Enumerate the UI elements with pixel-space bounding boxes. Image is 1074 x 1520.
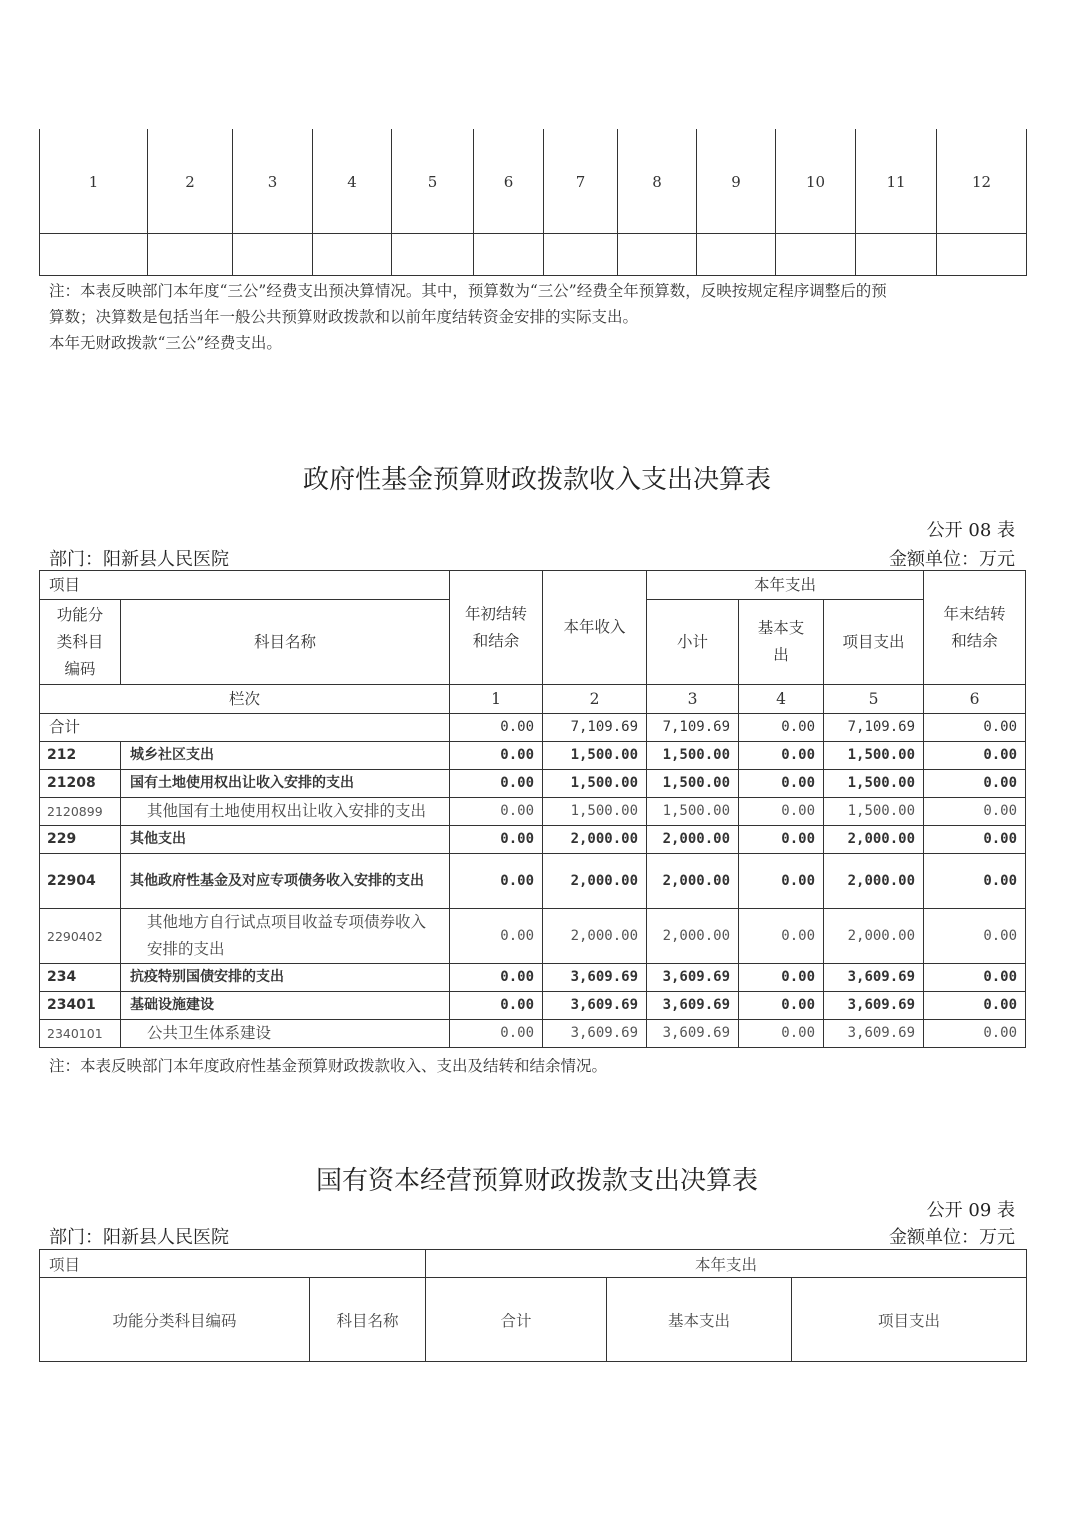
row-value: 2,000.00: [543, 826, 647, 854]
total-value: 0.00: [739, 714, 824, 742]
col-number: 5: [824, 685, 924, 714]
col-number: 5: [392, 130, 474, 234]
header-name: 科目名称: [121, 600, 450, 685]
row-value: 0.00: [739, 770, 824, 798]
header-carry-end: 年末结转 和结余: [924, 571, 1026, 685]
row-value: 0.00: [739, 742, 824, 770]
header-row-1: [40, 571, 1026, 600]
header-basic: 基本支出: [607, 1278, 792, 1362]
col-number: 8: [618, 130, 697, 234]
col-number: 4: [739, 685, 824, 714]
row-value: 1,500.00: [647, 742, 739, 770]
row-value: 2,000.00: [543, 909, 647, 964]
column-number-row: [40, 130, 1027, 234]
row-value: 2,000.00: [543, 854, 647, 909]
row-value: 1,500.00: [543, 798, 647, 826]
col-number: 3: [233, 130, 313, 234]
col-number: 2: [148, 130, 233, 234]
row-value: 3,609.69: [824, 964, 924, 992]
col-number: 7: [544, 130, 618, 234]
capital-table-number: 公开 09 表: [926, 1200, 1015, 1221]
row-value: 0.00: [450, 964, 543, 992]
row-value: 0.00: [450, 798, 543, 826]
row-code: 2290402: [40, 909, 121, 964]
row-value: 0.00: [924, 854, 1026, 909]
table-row: [40, 770, 1026, 798]
row-value: 3,609.69: [543, 964, 647, 992]
row-value: 0.00: [450, 770, 543, 798]
row-code: 22904: [40, 854, 121, 909]
header-spend-group: 本年支出: [647, 571, 924, 600]
row-name: 抗疫特别国债安排的支出: [121, 964, 450, 992]
row-name: 公共卫生体系建设: [121, 1020, 450, 1048]
row-code: 229: [40, 826, 121, 854]
row-value: 0.00: [450, 1020, 543, 1048]
row-value: 3,609.69: [824, 1020, 924, 1048]
total-value: 7,109.69: [647, 714, 739, 742]
column-label: 栏次: [40, 685, 450, 714]
row-value: 0.00: [739, 964, 824, 992]
header-basic: 基本支 出: [739, 600, 824, 685]
row-value: 0.00: [924, 964, 1026, 992]
row-value: 0.00: [450, 909, 543, 964]
row-value: 3,609.69: [543, 992, 647, 1020]
row-value: 0.00: [924, 742, 1026, 770]
capital-unit: 金额单位：万元: [889, 1227, 1015, 1248]
table-row: [40, 909, 1026, 964]
header-income: 本年收入: [543, 571, 647, 685]
capital-table-title: 国有资本经营预算财政拨款支出决算表: [315, 1166, 758, 1196]
table-row: [40, 964, 1026, 992]
row-value: 2,000.00: [824, 826, 924, 854]
row-value: 2,000.00: [647, 909, 739, 964]
row-value: 1,500.00: [647, 798, 739, 826]
fund-table-note: 注：本表反映部门本年度政府性基金预算财政拨款收入、支出及结转和结余情况。: [49, 1057, 608, 1075]
fund-table-title: 政府性基金预算财政拨款收入支出决算表: [302, 465, 771, 495]
col-number: 6: [474, 130, 544, 234]
row-value: 1,500.00: [543, 770, 647, 798]
col-number: 12: [937, 130, 1027, 234]
header-project-spend: 项目支出: [792, 1278, 1027, 1362]
header-row-1: [40, 1250, 1027, 1278]
table-row: [40, 798, 1026, 826]
table-row: [40, 1020, 1026, 1048]
three-public-note: [49, 278, 1019, 356]
row-value: 1,500.00: [647, 770, 739, 798]
table-row: [40, 826, 1026, 854]
total-value: 7,109.69: [824, 714, 924, 742]
row-value: 0.00: [450, 854, 543, 909]
total-row: [40, 714, 1026, 742]
row-value: 1,500.00: [824, 742, 924, 770]
col-number: 2: [543, 685, 647, 714]
row-value: 0.00: [924, 826, 1026, 854]
row-name: 其他支出: [121, 826, 450, 854]
row-name: 基础设施建设: [121, 992, 450, 1020]
row-code: 23401: [40, 992, 121, 1020]
row-code: 234: [40, 964, 121, 992]
row-value: 0.00: [924, 909, 1026, 964]
header-subtotal: 小计: [647, 600, 739, 685]
row-name: 城乡社区支出: [121, 742, 450, 770]
row-value: 0.00: [450, 826, 543, 854]
row-value: 0.00: [450, 992, 543, 1020]
total-label: 合计: [40, 714, 450, 742]
row-name: 其他政府性基金及对应专项债务收入安排的支出: [121, 854, 450, 909]
header-row-2: [40, 1278, 1027, 1362]
table-row: [40, 742, 1026, 770]
header-spend-group: 本年支出: [426, 1250, 1027, 1278]
row-code: 21208: [40, 770, 121, 798]
row-value: 0.00: [924, 770, 1026, 798]
row-name: 其他国有土地使用权出让收入安排的支出: [121, 798, 450, 826]
row-name: 国有土地使用权出让收入安排的支出: [121, 770, 450, 798]
fund-table: [39, 570, 1026, 1048]
col-number: 9: [697, 130, 776, 234]
header-project: 项目: [40, 571, 450, 600]
fund-department: 部门：阳新县人民医院: [49, 549, 229, 570]
row-value: 1,500.00: [824, 770, 924, 798]
row-value: 0.00: [739, 826, 824, 854]
total-value: 0.00: [924, 714, 1026, 742]
header-code: 功能分类科目编码: [40, 1278, 310, 1362]
col-number: 1: [40, 130, 148, 234]
row-value: 3,609.69: [647, 1020, 739, 1048]
header-name: 科目名称: [310, 1278, 426, 1362]
row-value: 0.00: [739, 798, 824, 826]
row-value: 0.00: [924, 1020, 1026, 1048]
row-value: 2,000.00: [647, 826, 739, 854]
row-value: 0.00: [739, 992, 824, 1020]
row-value: 0.00: [739, 909, 824, 964]
row-name: 其他地方自行试点项目收益专项债券收入安排的支出: [121, 909, 450, 964]
col-number: 10: [776, 130, 856, 234]
row-code: 2120899: [40, 798, 121, 826]
header-carry-begin: 年初结转 和结余: [450, 571, 543, 685]
row-code: 212: [40, 742, 121, 770]
total-value: 7,109.69: [543, 714, 647, 742]
three-public-table: [39, 129, 1027, 276]
row-code: 2340101: [40, 1020, 121, 1048]
fund-table-number: 公开 08 表: [926, 520, 1015, 541]
header-project: 项目: [40, 1250, 426, 1278]
col-number: 3: [647, 685, 739, 714]
note-line: 算数；决算数是包括当年一般公共预算财政拨款和以前年度结转资金安排的实际支出。: [49, 308, 639, 326]
row-value: 3,609.69: [647, 992, 739, 1020]
row-value: 0.00: [739, 854, 824, 909]
total-value: 0.00: [450, 714, 543, 742]
row-value: 0.00: [450, 742, 543, 770]
table-row: [40, 992, 1026, 1020]
row-value: 3,609.69: [824, 992, 924, 1020]
row-value: 0.00: [924, 992, 1026, 1020]
row-value: 2,000.00: [647, 854, 739, 909]
col-number: 11: [856, 130, 937, 234]
column-number-row: [40, 685, 1026, 714]
capital-table: [39, 1249, 1027, 1362]
empty-data-row: [40, 234, 1027, 276]
capital-department: 部门：阳新县人民医院: [49, 1227, 229, 1248]
row-value: 0.00: [924, 798, 1026, 826]
col-number: 1: [450, 685, 543, 714]
fund-unit: 金额单位：万元: [889, 549, 1015, 570]
row-value: 3,609.69: [543, 1020, 647, 1048]
header-code: 功能分 类科目 编码: [40, 600, 121, 685]
row-value: 1,500.00: [543, 742, 647, 770]
header-project-spend: 项目支出: [824, 600, 924, 685]
header-total: 合计: [426, 1278, 607, 1362]
note-line: 本年无财政拨款“三公”经费支出。: [49, 334, 282, 352]
col-number: 4: [313, 130, 392, 234]
row-value: 0.00: [739, 1020, 824, 1048]
row-value: 1,500.00: [824, 798, 924, 826]
row-value: 2,000.00: [824, 909, 924, 964]
row-value: 2,000.00: [824, 854, 924, 909]
row-value: 3,609.69: [647, 964, 739, 992]
col-number: 6: [924, 685, 1026, 714]
note-line: 注：本表反映部门本年度“三公”经费支出预决算情况。其中，预算数为“三公”经费全年预算数，反映按规定程序调整后的预: [49, 282, 887, 300]
table-row: [40, 854, 1026, 909]
